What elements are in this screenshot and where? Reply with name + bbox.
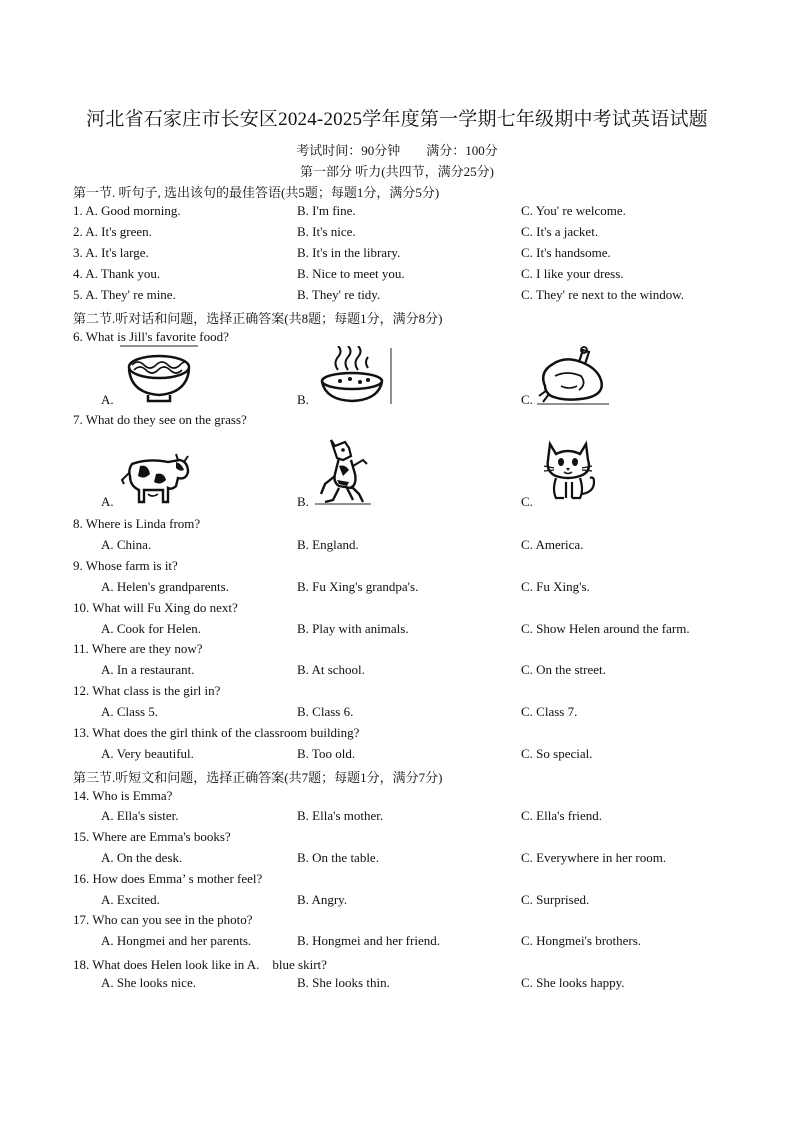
q17-question: 17. Who can you see in the photo? <box>73 912 253 927</box>
q15-options <box>0 850 794 868</box>
exam-info: 考试时间：90分钟 满分：100分 <box>296 143 498 158</box>
q14-option-c: C. Ella's friend. <box>521 808 603 823</box>
q9-option-c: C. Fu Xing's. <box>521 579 590 594</box>
q17-option-a: A. Hongmei and her parents. <box>101 933 252 948</box>
q1-row <box>0 203 794 221</box>
q6-label-a: A. <box>101 392 114 407</box>
q14-options <box>0 808 794 826</box>
q5-option-a: 5. A. They' re mine. <box>73 287 176 302</box>
q1-option-b: B. I'm fine. <box>297 203 356 218</box>
q12-options <box>0 704 794 722</box>
q2-row <box>0 224 794 242</box>
q18-question: 18. What does Helen look like in A. blue skirt? <box>73 957 327 972</box>
q10-question: 10. What will Fu Xing do next? <box>73 600 238 615</box>
q17-option-c: C. Hongmei's brothers. <box>521 933 642 948</box>
q12-question: 12. What class is the girl in? <box>73 683 221 698</box>
q18-option-b: B. She looks thin. <box>297 975 390 990</box>
q6-question: 6. What is Jill's favorite food? <box>73 329 229 344</box>
q8-option-b: B. England. <box>297 537 359 552</box>
q14-question: 14. Who is Emma? <box>73 788 173 803</box>
q4-option-c: C. I like your dress. <box>521 266 624 281</box>
q10-options <box>0 621 794 639</box>
part1-heading: 第一部分 听力(共四节，满分25分) <box>300 164 494 179</box>
q9-option-b: B. Fu Xing's grandpa's. <box>297 579 419 594</box>
q13-option-c: C. So special. <box>521 746 593 761</box>
q11-option-a: A. In a restaurant. <box>101 662 195 677</box>
q9-options <box>0 579 794 597</box>
q8-options <box>0 537 794 555</box>
q8-option-c: C. America. <box>521 537 584 552</box>
q8-question: 8. Where is Linda from? <box>73 516 201 531</box>
dog-icon <box>313 436 373 506</box>
q18-option-a: A. She looks nice. <box>101 975 196 990</box>
q18-option-c: C. She looks happy. <box>521 975 625 990</box>
noodle-bowl-icon <box>118 343 200 405</box>
q13-option-a: A. Very beautiful. <box>101 746 194 761</box>
cat-icon <box>540 438 600 504</box>
page-title: 河北省石家庄市长安区2024-2025学年度第一学期七年级期中考试英语试题 <box>86 109 708 130</box>
q4-option-b: B. Nice to meet you. <box>297 266 405 281</box>
q7-question: 7. What do they see on the grass? <box>73 412 247 427</box>
q11-options <box>0 662 794 680</box>
q13-option-b: B. Too old. <box>297 746 356 761</box>
q3-option-c: C. It's handsome. <box>521 245 611 260</box>
q3-option-b: B. It's in the library. <box>297 245 401 260</box>
q4-row <box>0 266 794 284</box>
q2-option-c: C. It's a jacket. <box>521 224 599 239</box>
q5-option-b: B. They' re tidy. <box>297 287 381 302</box>
section2-heading: 第二节.听对话和问题，选择正确答案(共8题；每题1分，满分8分) <box>73 311 443 326</box>
q9-option-a: A. Helen's grandparents. <box>101 579 229 594</box>
q3-option-a: 3. A. It's large. <box>73 245 149 260</box>
q12-option-a: A. Class 5. <box>101 704 159 719</box>
q12-option-b: B. Class 6. <box>297 704 354 719</box>
q9-question: 9. Whose farm is it? <box>73 558 178 573</box>
hot-soup-icon <box>314 346 394 406</box>
q12-option-c: C. Class 7. <box>521 704 578 719</box>
q11-option-b: B. At school. <box>297 662 365 677</box>
q3-row <box>0 245 794 263</box>
q10-option-c: C. Show Helen around the farm. <box>521 621 690 636</box>
q15-option-c: C. Everywhere in her room. <box>521 850 667 865</box>
q6-label-b: B. <box>297 392 309 407</box>
q1-option-a: 1. A. Good morning. <box>73 203 181 218</box>
q17-options <box>0 933 794 951</box>
section1-heading: 第一节. 听句子, 选出该句的最佳答语(共5题；每题1分，满分5分) <box>73 185 440 200</box>
q11-option-c: C. On the street. <box>521 662 606 677</box>
q16-options <box>0 892 794 910</box>
q5-option-c: C. They' re next to the window. <box>521 287 685 302</box>
q15-option-b: B. On the table. <box>297 850 379 865</box>
q14-option-b: B. Ella's mother. <box>297 808 384 823</box>
q16-option-a: A. Excited. <box>101 892 160 907</box>
q11-question: 11. Where are they now? <box>73 641 203 656</box>
q14-option-a: A. Ella's sister. <box>101 808 179 823</box>
q4-option-a: 4. A. Thank you. <box>73 266 161 281</box>
q18-options <box>0 975 794 993</box>
q13-options <box>0 746 794 764</box>
q15-question: 15. Where are Emma's books? <box>73 829 231 844</box>
q7-label-b: B. <box>297 494 309 509</box>
roast-chicken-icon <box>535 346 611 406</box>
q1-option-c: C. You' re welcome. <box>521 203 626 218</box>
q2-option-a: 2. A. It's green. <box>73 224 152 239</box>
q7-label-c: C. <box>521 494 533 509</box>
q6-label-c: C. <box>521 392 533 407</box>
q8-option-a: A. China. <box>101 537 152 552</box>
q17-option-b: B. Hongmei and her friend. <box>297 933 440 948</box>
cow-icon <box>118 450 192 506</box>
q13-question: 13. What does the girl think of the classroom building? <box>73 725 360 740</box>
q16-option-c: C. Surprised. <box>521 892 590 907</box>
q7-label-a: A. <box>101 494 114 509</box>
q2-option-b: B. It's nice. <box>297 224 356 239</box>
q10-option-a: A. Cook for Helen. <box>101 621 202 636</box>
q15-option-a: A. On the desk. <box>101 850 183 865</box>
q5-row <box>0 287 794 305</box>
section3-heading: 第三节.听短文和问题，选择正确答案(共7题；每题1分，满分7分) <box>73 770 443 785</box>
q10-option-b: B. Play with animals. <box>297 621 409 636</box>
q16-option-b: B. Angry. <box>297 892 348 907</box>
q16-question: 16. How does Emma’ s mother feel? <box>73 871 263 886</box>
